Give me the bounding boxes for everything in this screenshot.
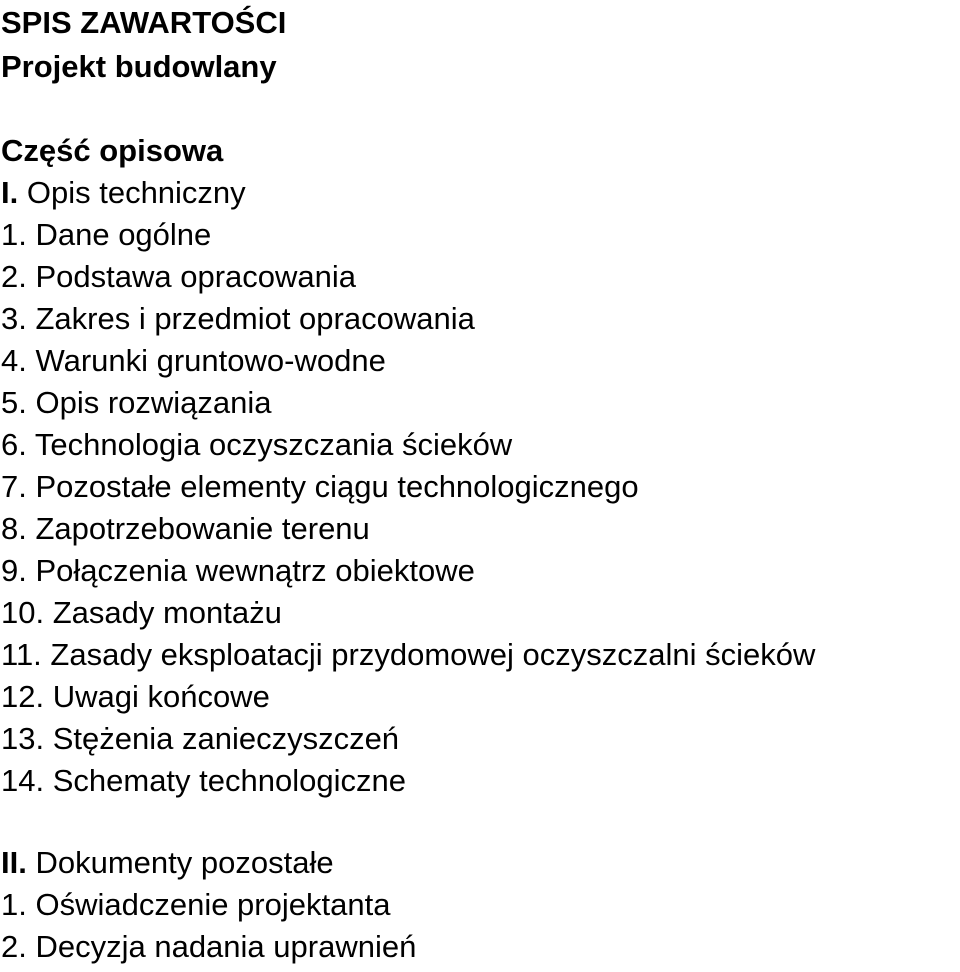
list-item: 1. Dane ogólne bbox=[1, 217, 212, 252]
part-two-heading bbox=[1, 842, 334, 884]
list-item: 2. Podstawa opracowania bbox=[1, 259, 357, 294]
list-item: 8. Zapotrzebowanie terenu bbox=[1, 511, 370, 546]
list-item: 14. Schematy technologiczne bbox=[1, 763, 406, 798]
section-heading: Część opisowa bbox=[1, 133, 224, 168]
part-one-title: Opis techniczny bbox=[26, 175, 246, 210]
list-item: 3. Zakres i przedmiot opracowania bbox=[1, 301, 475, 336]
list-item: 5. Opis rozwiązania bbox=[1, 385, 272, 420]
document-subtitle: Projekt budowlany bbox=[1, 49, 277, 84]
part-one-heading bbox=[1, 172, 246, 214]
list-item: 13. Stężenia zanieczyszczeń bbox=[1, 721, 400, 756]
list-item: 9. Połączenia wewnątrz obiektowe bbox=[1, 553, 475, 588]
list-item: 7. Pozostałe elementy ciągu technologicznego bbox=[1, 469, 639, 504]
list-item: 11. Zasady eksploatacji przydomowej oczyszczalni ścieków bbox=[1, 637, 816, 672]
part-two-title: Dokumenty pozostałe bbox=[35, 845, 334, 880]
document-title: SPIS ZAWARTOŚCI bbox=[1, 5, 287, 40]
list-item: 6. Technologia oczyszczania ścieków bbox=[1, 427, 513, 462]
list-item: 1. Oświadczenie projektanta bbox=[1, 887, 391, 922]
list-item: 12. Uwagi końcowe bbox=[1, 679, 270, 714]
list-item: 10. Zasady montażu bbox=[1, 595, 282, 630]
part-two-number: II. bbox=[1, 845, 27, 880]
part-one-number: I. bbox=[1, 175, 19, 210]
list-item: 4. Warunki gruntowo-wodne bbox=[1, 343, 386, 378]
list-item: 2. Decyzja nadania uprawnień bbox=[1, 929, 417, 964]
